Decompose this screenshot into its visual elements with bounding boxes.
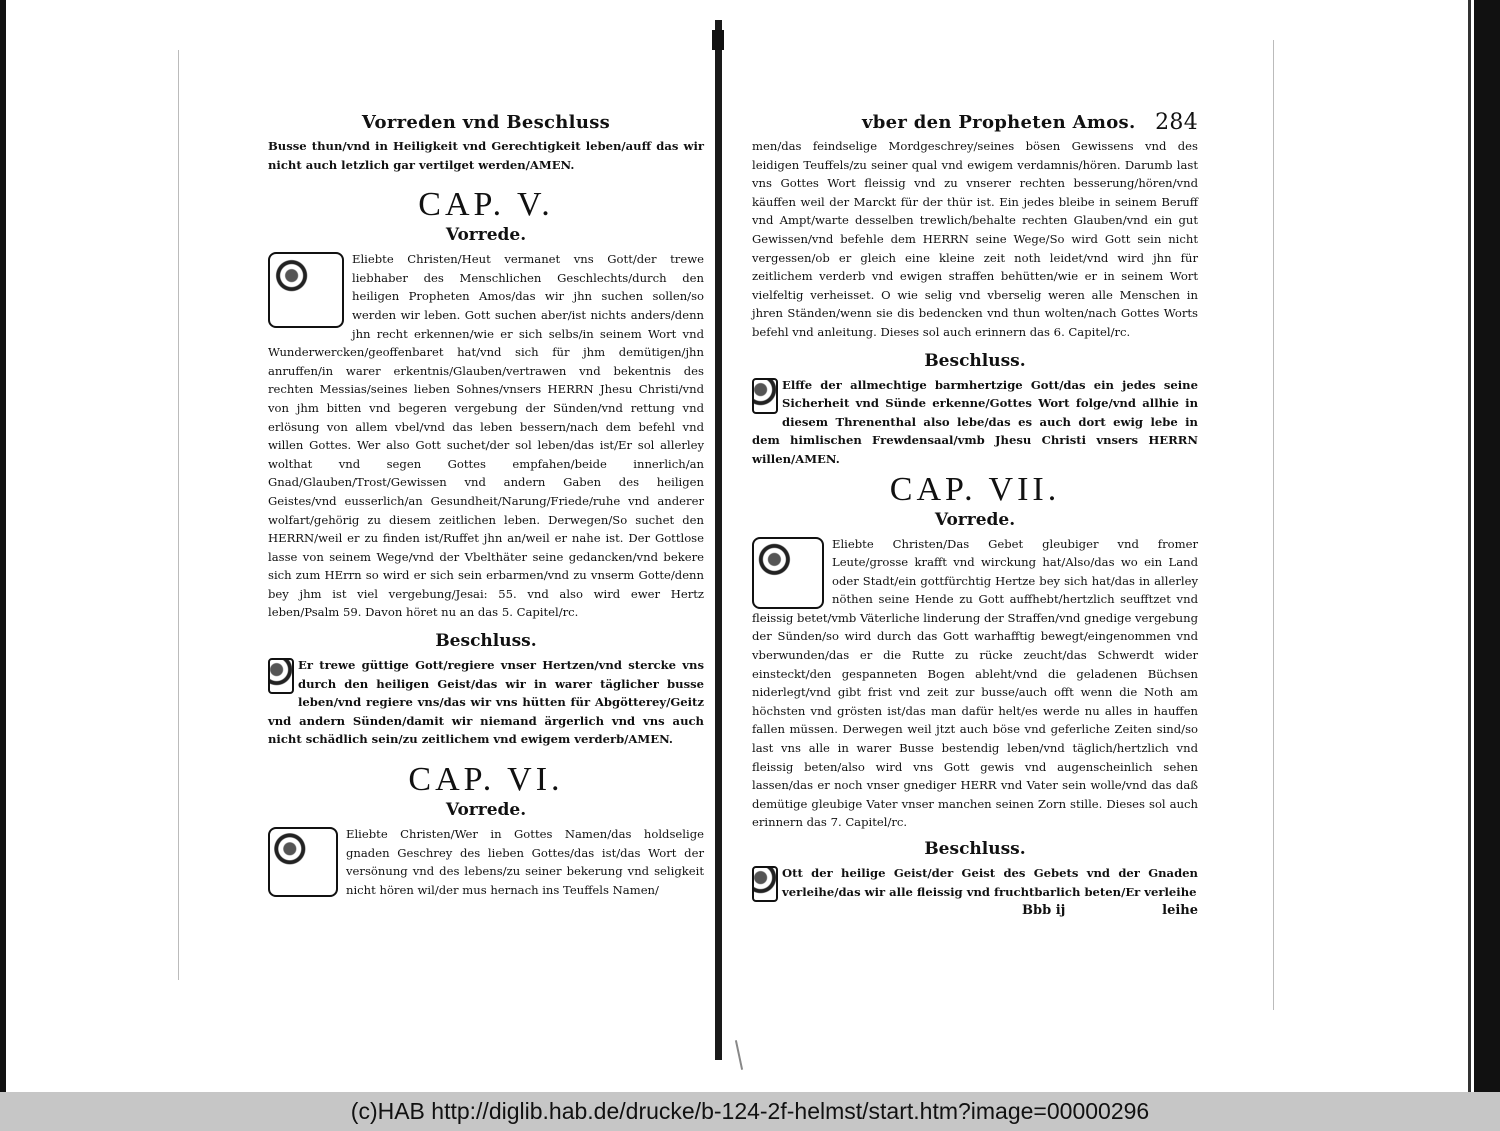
running-head-right [752, 112, 1198, 133]
page-edge-left [178, 50, 179, 980]
signature-line [752, 903, 1198, 918]
chapter-7-conclusion-text: Ott der heilige Geist/der Geist des Gebets vnd der Gnaden verleihe/das wir alle fleissig vnd fruchtbarlich beten/Er verleihe [782, 866, 1198, 899]
chapter-subheading-6: Vorrede. [445, 800, 527, 821]
chapter-6-preface [268, 825, 704, 899]
chapter-subheading-5: Vorrede. [445, 225, 527, 246]
chapter-5-preface-text: Eliebte Christen/Heut vermanet vns Gott/der trewe liebhaber des Menschlichen Geschlechts/durch den heiligen Propheten Amos/das wir jhn suchen sollen/so werden wir leben. Gott suchen aber/ist nichts anders/denn jhn recht erkennen/wie er sich selbs/in seinem Wort vnd Wunderwercken/geoffenbaret hat/vnd sich für jhm demütigen/jhn anruffen/in warer erkentnis/Glauben/vertrawen vnd bekentnis des rechten Messias/seines lieben Sohnes/vnsers HERRN Jhesu Christi/vnd von jhm bitten vnd begeren vergebung der Sünden/vnd rettung vnd erlösung von allem vbel/vnd das leben bessern/nach dem befehl vnd willen Gottes. Wer also Gott suchet/der sol leben/das ist/Er sol allerley wolthat vnd segen Gottes empfahen/beide innerlich/an Gnad/Glauben/Trost/Gewissen vnd andern Gaben des heiligen Geistes/vnd eusserlich/an Gesundheit/Narung/Friede/ruhe vnd anderer wolfart/gehörig zu diesem zeitlichen leben. Derwegen/So suchet den HERRN/weil er zu finden ist/Ruffet jhn an/weil er nahe ist. Der Gottlose lasse von seinem Wege/vnd der Vbelthäter seine gedancken/vnd bekere sich zum HErrn so wird er sich sein erbarmen/vnd zu vnserm Gotte/denn bey jhm ist viel vergebung/Jesai: 55. vnd also wird ewer Hertz leben/Psalm 59. Davon höret nu an das 5. Capitel/rc. [268, 252, 704, 620]
gutter-mark [712, 30, 724, 50]
source-footer: (c)HAB http://diglib.hab.de/drucke/b-124-2f-helmst/start.htm?image=00000296 [0, 1092, 1500, 1131]
scan-edge-left [0, 0, 6, 1092]
pencil-mark [735, 1040, 743, 1070]
chapter-6-preface-text: Eliebte Christen/Wer in Gottes Namen/das holdselige gnaden Geschrey des lieben Gottes/das ist/das Wort der versönung vnd des lebens/zu seiner bekerung vnd seligkeit nicht hören wil/der mus hernach ins Teuffels Namen/ [346, 827, 704, 897]
decorated-initial-icon [752, 537, 824, 609]
decorated-initial-icon [268, 658, 294, 694]
beschluss-heading-7: Beschluss. [924, 839, 1026, 859]
decorated-initial-icon [752, 866, 778, 902]
chapter-heading-7: CAP. VII. [889, 470, 1061, 508]
running-head-left: Vorreden vnd Beschluss [361, 112, 611, 133]
chapter-6-conclusion-text: Elffe der allmechtige barmhertzige Gott/das ein jedes seine Sicherheit vnd Sünde erkenne/Gottes Wort folge/vnd allhie in diesem Threnenthal also lebe/das es auch dort ewig lebe in dem himlischen Frewdensaal/vmb Jhesu Christi vnsers HERRN willen/AMEN. [752, 377, 1198, 466]
chapter-5-conclusion [268, 656, 704, 749]
scan-edge-right [1474, 0, 1500, 1092]
beschluss-heading-5: Beschluss. [435, 631, 537, 652]
page-number: 284 [1155, 110, 1198, 135]
running-head-right-text: vber den Propheten Amos. [862, 112, 1136, 133]
chapter-6-conclusion [752, 376, 1198, 469]
chapter-heading-6: CAP. VI. [408, 761, 564, 799]
chapter-7-preface [752, 535, 1198, 833]
beschluss-heading-6: Beschluss. [924, 350, 1026, 371]
right-page [752, 112, 1198, 918]
chapter-7-preface-text: Eliebte Christen/Das Gebet gleubiger vnd fromer Leute/grosse krafft vnd wirckung hat/Also/das wo ein Land oder Stadt/ein gottfürchtig Hertze bey sich hat/das in allerley nöthen seine Hende zu Gott auffhebt/hertzlich seufftzet vnd fleissig betet/vmb Väterliche linderung der Straffen/vnd gnedige vergebung der Sünden/so wird durch das Gott warhafftig bewegt/eingenommen vnd vberwunden/das er die Rutte zu rücke zeucht/das Schwerdt wider einsteckt/den gespanneten Bogen ableht/vnd die geladenen Büchsen niderlegt/vnd gibt frist vnd zeit zur busse/auch offt wenn die Noth am höchsten vnd grösten ist/das man dafür helt/es werde nu alles in hauffen fallen müssen. Derwegen weil jtzt auch böse vnd geferliche Zeiten sind/so last vns alle in warer Busse bestendig leben/vnd täglich/hertzlich vnd fleissig beten/also wird vns Gott gewis vnd augenscheinlich sehen lassen/das er noch vnser gnediger HERR vnd Vater sein wolle/vnd das daß demütige gleubige Vater vnser manchen seinen Zorn stille. Dieses sol auch erinnern das 7. Capitel/rc. [752, 536, 1199, 830]
chapter-7-conclusion [752, 864, 1198, 901]
signature-mark: Bbb ij [1022, 903, 1066, 919]
scan-edge-right-inner [1468, 0, 1471, 1092]
page-edge-right [1273, 40, 1274, 1010]
chapter-5-preface [268, 250, 704, 622]
decorated-initial-icon [268, 827, 338, 897]
opening-text-right: men/das feindselige Mordgeschrey/seines bösen Gewissens vnd des leidigen Teuffels/zu seiner qual vnd ewigem verdamnis/hören. Darumb last vns Gottes Wort fleissig vnd zu vnserer rechten besserung/hören/vnd käuffen weil der Marckt für der thür ist. Ein jedes bleibe in seinem Beruff vnd Ampt/warte desselben trewlich/behalte rechten Glauben/vnd ein gut Gewissen/vnd befehle dem HERRN seine Wege/So wird Gott sein nicht vergessen/ob er gleich eine kleine zeit noth leidet/vnd wird jhn für zeitlichem verderb vnd ewigen straffen behütten/wie er in seinem Wort vielfeltig verheisset. O wie selig vnd vberselig weren alle Menschen in jhren Ständen/wenn sie dis bedencken vnd thun wolten/nach Gottes Worts befehl vnd anleitung. Dieses sol auch erinnern das 6. Capitel/rc. [752, 139, 1198, 339]
decorated-initial-icon [268, 252, 344, 328]
book-gutter [715, 20, 722, 1060]
catchword: leihe [1162, 903, 1198, 919]
chapter-subheading-7: Vorrede. [934, 509, 1016, 530]
chapter-5-conclusion-text: Er trewe güttige Gott/regiere vnser Hertzen/vnd stercke vns durch den heiligen Geist/das wir in warer täglicher busse leben/vnd regiere vns/das wir vns hütten für Abgötterey/Geitz vnd andern Sünden/damit wir niemand ärgerlich vnd vns auch nicht schädlich sein/zu zeitlichem vnd ewigem verderb/AMEN. [268, 658, 704, 747]
chapter-heading-5: CAP. V. [418, 186, 554, 224]
decorated-initial-icon [752, 378, 778, 414]
left-page [268, 112, 704, 899]
opening-text-left: Busse thun/vnd in Heiligkeit vnd Gerechtigkeit leben/auff das wir nicht auch letzlich gar vertilget werden/AMEN. [268, 139, 704, 172]
